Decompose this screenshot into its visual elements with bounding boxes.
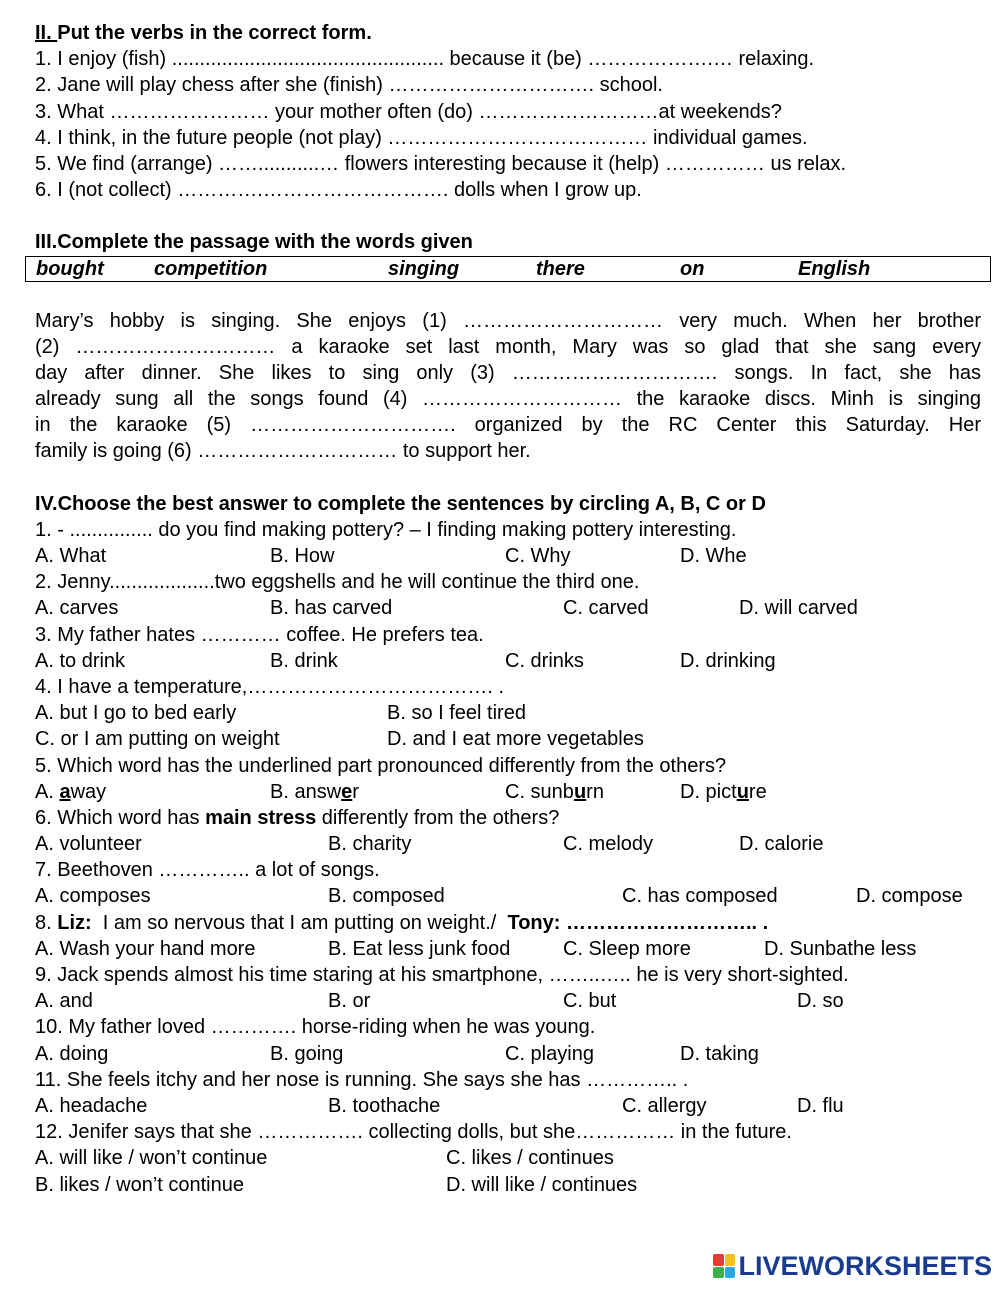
option-a[interactable]: A. volunteer xyxy=(35,833,142,856)
question-1-options xyxy=(35,543,981,569)
option-b[interactable]: B. or xyxy=(328,990,371,1013)
option-b[interactable]: B. drink xyxy=(270,649,338,672)
question-4-options-row-2 xyxy=(35,726,981,752)
option-c-suffix: rn xyxy=(586,780,604,803)
option-d[interactable]: D. and I eat more vegetables xyxy=(387,728,644,751)
section-4-heading: IV.Choose the best answer to complete the sentences by circling A, B, C or D xyxy=(35,492,766,515)
option-a[interactable]: A. carves xyxy=(35,597,119,620)
question-7-options xyxy=(35,883,981,909)
word-bank-item: singing xyxy=(388,257,460,280)
option-c-prefix: C. sunb xyxy=(505,780,574,803)
question-6 xyxy=(35,805,981,831)
option-d[interactable]: D. so xyxy=(797,990,844,1013)
passage-line: already sung all the songs found (4) ………………………… the karaoke discs. Minh is singing xyxy=(35,388,981,411)
question-6-options xyxy=(35,831,981,857)
passage xyxy=(35,308,981,465)
section-2-item-1: 1. I enjoy (fish) ................................................. because it (be) ……………….… relaxing. xyxy=(35,48,815,71)
question-6-text-start: 6. Which word has xyxy=(35,806,206,829)
underlined-letter: e xyxy=(341,780,353,803)
option-d[interactable]: D. flu xyxy=(797,1094,844,1117)
option-b[interactable]: B. toothache xyxy=(328,1094,441,1117)
underlined-letter: a xyxy=(59,780,71,803)
speaker-liz: Liz: xyxy=(57,911,92,934)
option-a[interactable]: A. headache xyxy=(35,1094,148,1117)
option-c[interactable]: C. has composed xyxy=(622,885,778,908)
section-2-item-2: 2. Jane will play chess after she (finish) …………………………. school. xyxy=(35,74,663,97)
question-1: 1. - ............... do you find making pottery? – I finding making pottery interesting. xyxy=(35,518,737,541)
question-4: 4. I have a temperature,………………………………. . xyxy=(35,675,505,698)
section-2-item-4: 4. I think, in the future people (not play) ………………………………… individual games. xyxy=(35,126,808,149)
question-10-options xyxy=(35,1041,981,1067)
option-d[interactable]: D. will carved xyxy=(739,597,858,620)
passage-line: in the karaoke (5) …………………………. organized by the RC Center this Saturday. Her xyxy=(35,414,981,437)
option-a[interactable]: A. and xyxy=(35,990,93,1013)
question-8-liz-line: I am so nervous that I am putting on weight./ xyxy=(91,911,508,934)
question-7: 7. Beethoven ………….. a lot of songs. xyxy=(35,859,380,882)
word-bank-item: there xyxy=(536,257,585,280)
option-d-prefix: D. pict xyxy=(680,780,737,803)
question-2-options xyxy=(35,595,981,621)
word-bank-item: bought xyxy=(36,257,104,280)
question-8 xyxy=(35,910,981,936)
option-c[interactable]: C. but xyxy=(563,990,617,1013)
passage-line: day after dinner. She likes to sing only (3) …………………………. songs. In fact, she has xyxy=(35,361,981,384)
logo-text: LIVEWORKSHEETS xyxy=(738,1250,992,1281)
option-d[interactable]: D. calorie xyxy=(739,833,824,856)
option-b[interactable]: B. Eat less junk food xyxy=(328,937,511,960)
option-a[interactable]: A. composes xyxy=(35,885,151,908)
option-b[interactable]: B. charity xyxy=(328,833,412,856)
option-c[interactable]: C. melody xyxy=(563,833,654,856)
option-c[interactable] xyxy=(505,779,604,805)
question-12: 12. Jenifer says that she ……………. collecting dolls, but she…………… in the future. xyxy=(35,1121,792,1144)
option-a[interactable]: A. will like / won’t continue xyxy=(35,1147,268,1170)
option-d[interactable]: D. Sunbathe less xyxy=(764,937,917,960)
option-c[interactable]: C. drinks xyxy=(505,649,584,672)
option-a[interactable]: A. to drink xyxy=(35,649,126,672)
section-2-title: Put the verbs in the correct form. xyxy=(57,22,372,44)
option-b-suffix: r xyxy=(352,780,359,803)
option-c[interactable]: C. allergy xyxy=(622,1094,707,1117)
liveworksheets-logo-icon xyxy=(713,1254,735,1278)
option-b[interactable] xyxy=(270,779,359,805)
question-4-options-row-1 xyxy=(35,700,981,726)
passage-line: (2) ………………………… a karaoke set last month, Mary was so glad that she sang every xyxy=(35,335,981,358)
section-2-item-6: 6. I (not collect) ………….………………………. dolls when I grow up. xyxy=(35,179,642,202)
passage-line: family is going (6) ………………………… to support her. xyxy=(35,440,531,463)
option-c[interactable]: C. carved xyxy=(563,597,649,620)
question-11-options xyxy=(35,1093,981,1119)
question-5-options xyxy=(35,779,981,805)
question-3-options xyxy=(35,648,981,674)
underlined-letter: u xyxy=(573,780,587,803)
option-d[interactable]: D. Whe xyxy=(680,545,747,567)
word-bank-box xyxy=(25,256,991,282)
passage-line: Mary’s hobby is singing. She enjoys (1) ………………………… very much. When her brother xyxy=(35,309,981,332)
option-d[interactable] xyxy=(680,779,767,805)
worksheet-page xyxy=(35,20,981,1198)
option-b[interactable]: B. going xyxy=(270,1042,344,1065)
option-a[interactable] xyxy=(35,779,106,805)
option-c[interactable]: C. Why xyxy=(505,545,571,567)
question-6-text-end: differently from the others? xyxy=(316,806,560,829)
option-b[interactable]: B. likes / won’t continue xyxy=(35,1173,244,1196)
option-d[interactable]: D. drinking xyxy=(680,649,776,672)
option-a-suffix: way xyxy=(70,780,107,803)
option-b[interactable]: B. has carved xyxy=(270,597,393,620)
option-b[interactable]: B. composed xyxy=(328,885,445,908)
question-3: 3. My father hates ………… coffee. He prefers tea. xyxy=(35,623,484,646)
question-11: 11. She feels itchy and her nose is running. She says she has ………….. . xyxy=(35,1068,689,1091)
question-6-bold-term: main stress xyxy=(205,806,317,829)
section-2-item-5: 5. We find (arrange) ……...........… flowers interesting because it (help) …………… us relax. xyxy=(35,152,847,175)
question-8-number: 8. xyxy=(35,911,58,934)
option-c[interactable]: C. likes / continues xyxy=(446,1147,614,1170)
section-2-number: II. xyxy=(35,22,58,44)
question-10: 10. My father loved …………. horse-riding when he was young. xyxy=(35,1016,596,1039)
word-bank-item: competition xyxy=(154,257,268,280)
section-3-heading: III.Complete the passage with the words given xyxy=(35,231,473,254)
option-b[interactable]: B. How xyxy=(270,545,335,567)
section-2-heading xyxy=(35,20,981,46)
question-12-options-row-1 xyxy=(35,1145,981,1171)
option-a[interactable]: A. but I go to bed early xyxy=(35,702,237,725)
question-5: 5. Which word has the underlined part pronounced differently from the others? xyxy=(35,754,727,777)
section-2-item-3: 3. What …………………… your mother often (do) ………………………at weekends? xyxy=(35,100,782,123)
option-b-prefix: B. answ xyxy=(270,780,342,803)
option-d[interactable]: D. taking xyxy=(680,1042,759,1065)
option-d-suffix: re xyxy=(748,780,767,803)
question-12-options-row-2 xyxy=(35,1172,981,1198)
option-d[interactable]: D. compose xyxy=(856,885,963,908)
question-2: 2. Jenny...................two eggshells and he will continue the third one. xyxy=(35,571,640,594)
option-c[interactable]: C. playing xyxy=(505,1042,594,1065)
question-9: 9. Jack spends almost his time staring at his smartphone, ……..….. he is very short-sighted. xyxy=(35,964,849,986)
option-c[interactable]: C. or I am putting on weight xyxy=(35,728,280,751)
liveworksheets-logo[interactable] xyxy=(713,1251,992,1281)
question-8-options xyxy=(35,936,981,962)
question-9-options xyxy=(35,988,981,1014)
option-a[interactable]: A. doing xyxy=(35,1042,109,1065)
underlined-letter: u xyxy=(736,780,749,803)
option-b[interactable]: B. so I feel tired xyxy=(387,702,526,725)
word-bank-item: on xyxy=(680,257,705,280)
option-d[interactable]: D. will like / continues xyxy=(446,1173,638,1196)
word-bank-item: English xyxy=(798,257,871,280)
option-a[interactable]: A. What xyxy=(35,545,107,567)
speaker-tony: Tony: ……………………….. . xyxy=(507,911,769,934)
option-c[interactable]: C. Sleep more xyxy=(563,937,691,960)
option-a[interactable]: A. Wash your hand more xyxy=(35,937,256,960)
option-a-prefix: A. xyxy=(35,780,60,803)
